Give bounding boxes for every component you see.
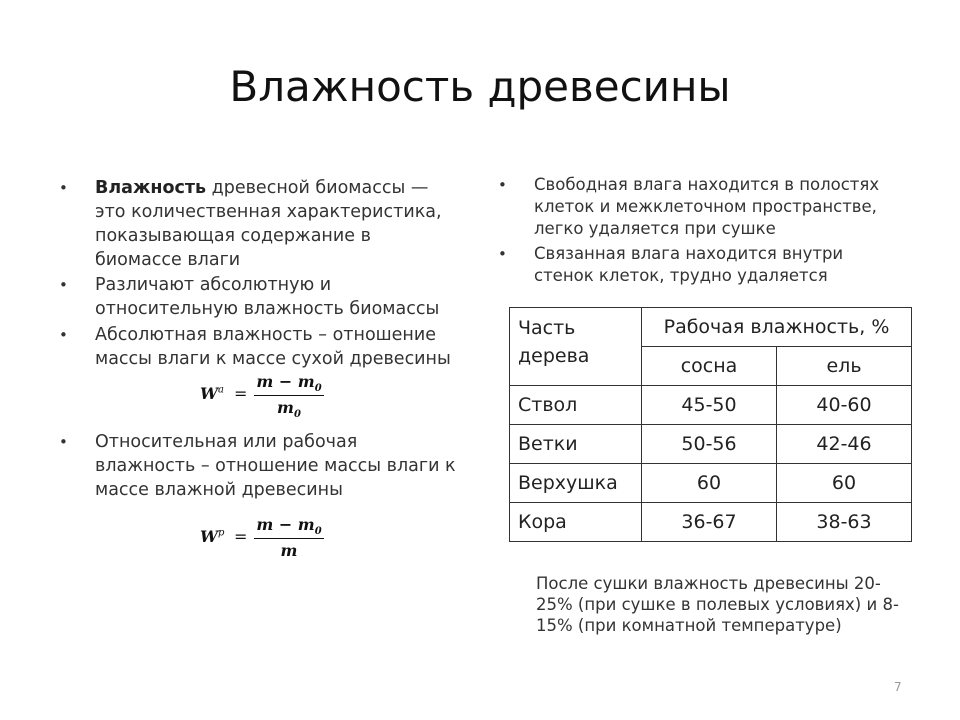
definition-text: древесной биомассы — это количественная характеристика, показывающая содержание в биомассе влаги: [95, 178, 442, 270]
bullet-text: Относительная или рабочая влажность – отношение массы влаги к массе влажной древесины: [95, 432, 456, 500]
formula-numerator: $m - m_0$: [256, 515, 322, 538]
right-bullet-2: [498, 243, 904, 287]
part-cell: Ствол: [510, 386, 642, 425]
formula-denominator: $m_0$: [277, 398, 301, 421]
formula-numerator: $m - m_0$: [256, 372, 322, 395]
pine-cell: 50-56: [642, 425, 777, 464]
bullet-text: Абсолютная влажность – отношение массы влаги к массе сухой древесины: [95, 325, 451, 369]
header-part-cell: Часть дерева: [510, 308, 642, 386]
formula-lhs: $W^a$: [200, 384, 224, 403]
spruce-cell: 60: [777, 464, 912, 503]
fraction-bar: [254, 395, 324, 396]
table-row: [510, 464, 912, 503]
part-cell: Кора: [510, 503, 642, 542]
bullet-icon: •: [498, 176, 507, 194]
table-row: [510, 503, 912, 542]
table-header-row: [510, 308, 912, 347]
moisture-table: [509, 307, 912, 542]
table-row: [510, 425, 912, 464]
bullet-text: Различают абсолютную и относительную влажность биомассы: [95, 275, 440, 319]
note-text: После сушки влажность древесины 20-25% (при сушке в полевых условиях) и 8-15% (при комнатной температуре): [536, 574, 899, 635]
header-spruce-cell: ель: [777, 347, 912, 386]
formula-relative-moisture: [200, 515, 340, 561]
drying-note: [536, 573, 916, 636]
formula-equals: =: [234, 527, 248, 546]
page-number: 7: [894, 680, 902, 694]
bullet-icon: •: [59, 179, 68, 197]
formula-lhs: $W^p$: [200, 527, 225, 546]
right-bullet-1: [498, 174, 904, 240]
left-bullet-1: [59, 176, 460, 272]
bullet-text: Свободная влага находится в полостях клеток и межклеточном пространстве, легко удаляется при сушке: [534, 175, 880, 238]
formula-absolute-moisture: [200, 372, 340, 421]
slide-title: Влажность древесины: [229, 62, 731, 111]
left-bullet-3: [59, 323, 460, 371]
spruce-cell: 42-46: [777, 425, 912, 464]
term-bold: Влажность: [95, 178, 207, 198]
part-cell: Ветки: [510, 425, 642, 464]
bullet-icon: •: [498, 245, 507, 263]
bullet-icon: •: [59, 326, 68, 344]
bullet-icon: •: [59, 276, 68, 294]
bullet-text: Связанная влага находится внутри стенок клеток, трудно удаляется: [534, 244, 844, 285]
bullet-icon: •: [59, 433, 68, 451]
left-bullet-4: [59, 430, 460, 502]
spruce-cell: 40-60: [777, 386, 912, 425]
left-bullet-2: [59, 273, 460, 321]
part-cell: Верхушка: [510, 464, 642, 503]
formula-denominator: m: [280, 541, 298, 560]
fraction-bar: [254, 538, 324, 539]
formula-equals: =: [234, 384, 248, 403]
pine-cell: 60: [642, 464, 777, 503]
header-moisture-cell: Рабочая влажность, %: [642, 308, 912, 347]
pine-cell: 45-50: [642, 386, 777, 425]
table-row: [510, 386, 912, 425]
pine-cell: 36-67: [642, 503, 777, 542]
header-pine-cell: сосна: [642, 347, 777, 386]
spruce-cell: 38-63: [777, 503, 912, 542]
